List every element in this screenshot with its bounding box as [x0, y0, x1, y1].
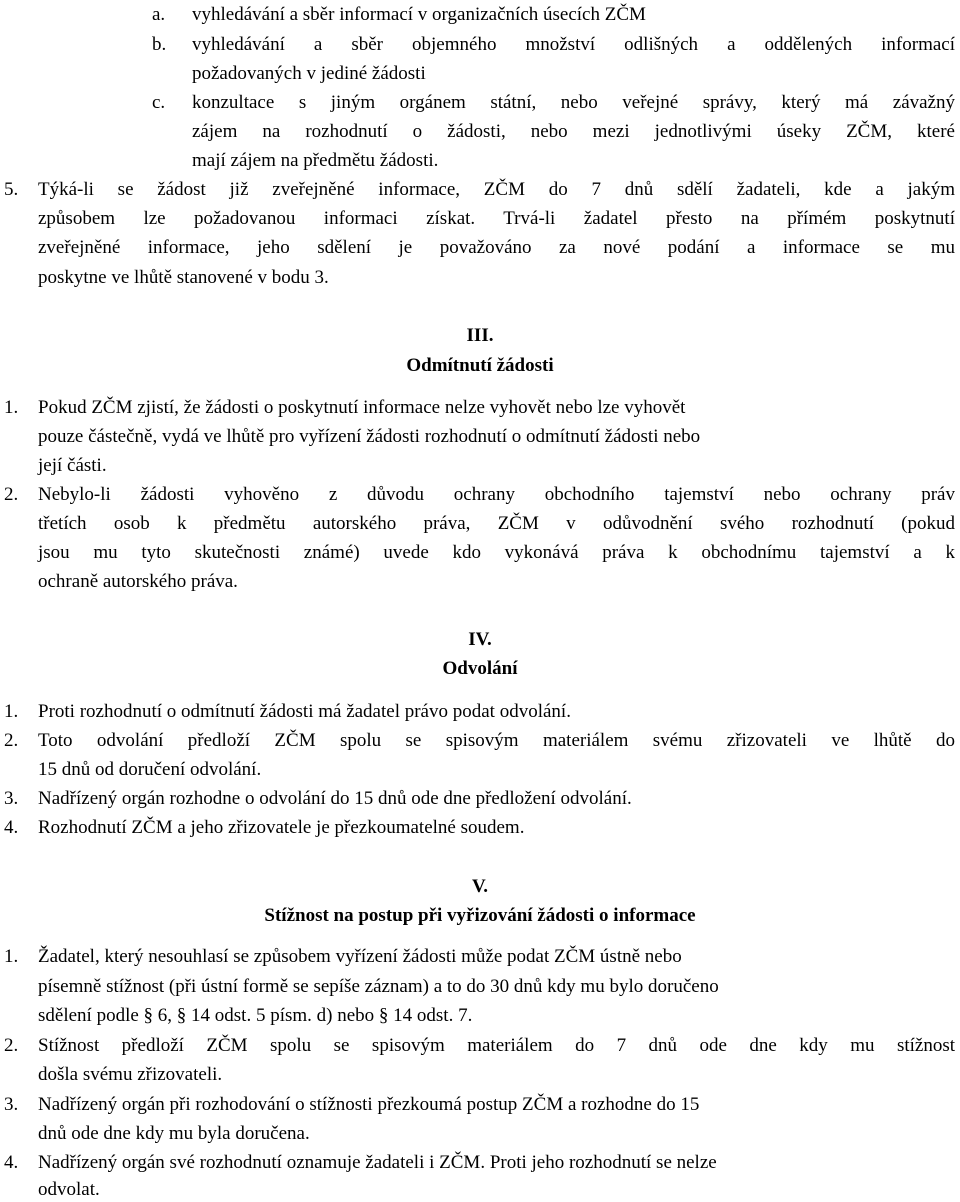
section-V-item-3-line: dnů ode dne kdy mu byla doručena.: [38, 1123, 310, 1144]
section-V-item-4-line: odvolat.: [38, 1179, 100, 1200]
section-IV-item-1-marker: 1.: [4, 701, 19, 722]
item-5-line: zveřejněné informace, jeho sdělení je považováno za nové podání a informace se mu: [38, 237, 955, 258]
section-V-item-2-marker: 2.: [4, 1035, 19, 1056]
section-III-item-1-line: pouze částečně, vydá ve lhůtě pro vyřízení žádosti rozhodnutí o odmítnutí žádosti nebo: [38, 426, 701, 447]
section-III-item-2-line: třetích osob k předmětu autorského práva, ZČM v odůvodnění svého rozhodnutí (pokud: [38, 513, 955, 534]
section-III-number: III.: [466, 325, 494, 346]
section-III-item-2-marker: 2.: [4, 484, 19, 505]
section-IV-item-2-line: Toto odvolání předloží ZČM spolu se spisovým materiálem svému zřizovateli ve lhůtě do: [38, 730, 955, 751]
section-V-item-2-line: Stížnost předloží ZČM spolu se spisovým materiálem do 7 dnů ode dne kdy mu stížnost: [38, 1035, 955, 1056]
sub-item-a-line: vyhledávání a sběr informací v organizačních úsecích ZČM: [192, 4, 646, 25]
section-III-item-1-line: její části.: [38, 455, 107, 476]
sub-item-c-line: mají zájem na předmětu žádosti.: [192, 150, 439, 171]
section-IV-item-1-line: Proti rozhodnutí o odmítnutí žádosti má žadatel právo podat odvolání.: [38, 701, 571, 722]
section-V-item-1-line: písemně stížnost (při ústní formě se sepíše záznam) a to do 30 dnů kdy mu bylo doručeno: [38, 976, 719, 997]
sub-item-marker-b: b.: [152, 34, 167, 55]
sub-item-c-line: konzultace s jiným orgánem státní, nebo veřejné správy, který má závažný: [192, 92, 955, 113]
section-IV-item-2-marker: 2.: [4, 730, 19, 751]
sub-item-marker-c: c.: [152, 92, 166, 113]
section-IV-title: Odvolání: [442, 658, 518, 679]
sub-item-b-line: požadovaných v jediné žádosti: [192, 63, 426, 84]
section-V-number: V.: [471, 876, 489, 897]
section-IV-item-4-marker: 4.: [4, 817, 19, 838]
item-5-marker: 5.: [4, 179, 19, 200]
section-III-item-2-line: Nebylo-li žádosti vyhověno z důvodu ochrany obchodního tajemství nebo ochrany práv: [38, 484, 955, 505]
section-IV-item-3-marker: 3.: [4, 788, 19, 809]
sub-item-marker-a: a.: [152, 4, 166, 25]
item-5-line: způsobem lze požadovanou informaci získat. Trvá-li žadatel přesto na přímém poskytnutí: [38, 208, 955, 229]
section-V-item-3-marker: 3.: [4, 1094, 19, 1115]
section-III-item-2-line: jsou mu tyto skutečnosti známé) uvede kdo vykonává práva k obchodnímu tajemství a k: [38, 542, 955, 563]
section-IV-number: IV.: [468, 629, 492, 650]
item-5-line: poskytne ve lhůtě stanovené v bodu 3.: [38, 267, 329, 288]
section-III-title: Odmítnutí žádosti: [406, 355, 554, 376]
section-IV-item-2-line: 15 dnů od doručení odvolání.: [38, 759, 262, 780]
section-V-item-1-marker: 1.: [4, 946, 19, 967]
section-III-item-1-marker: 1.: [4, 397, 19, 418]
section-V-item-2-line: došla svému zřizovateli.: [38, 1064, 223, 1085]
section-V-item-1-line: Žadatel, který nesouhlasí se způsobem vyřízení žádosti může podat ZČM ústně nebo: [38, 946, 682, 967]
section-V-item-3-line: Nadřízený orgán při rozhodování o stížnosti přezkoumá postup ZČM a rozhodne do 15: [38, 1094, 700, 1115]
section-V-title: Stížnost na postup při vyřizování žádosti o informace: [264, 905, 696, 926]
section-III-item-1-line: Pokud ZČM zjistí, že žádosti o poskytnutí informace nelze vyhovět nebo lze vyhovět: [38, 397, 686, 418]
section-V-item-1-line: sdělení podle § 6, § 14 odst. 5 písm. d) nebo § 14 odst. 7.: [38, 1005, 473, 1026]
section-IV-item-4-line: Rozhodnutí ZČM a jeho zřizovatele je přezkoumatelné soudem.: [38, 817, 525, 838]
sub-item-c-line: zájem na rozhodnutí o žádosti, nebo mezi jednotlivými úseky ZČM, které: [192, 121, 955, 142]
sub-item-b-line: vyhledávání a sběr objemného množství odlišných a oddělených informací: [192, 34, 955, 55]
section-III-item-2-line: ochraně autorského práva.: [38, 571, 238, 592]
item-5-line: Týká-li se žádost již zveřejněné informace, ZČM do 7 dnů sdělí žadateli, kde a jakým: [38, 179, 955, 200]
section-V-item-4-line: Nadřízený orgán své rozhodnutí oznamuje žadateli i ZČM. Proti jeho rozhodnutí se nelze: [38, 1152, 717, 1173]
section-V-item-4-marker: 4.: [4, 1152, 19, 1173]
section-IV-item-3-line: Nadřízený orgán rozhodne o odvolání do 15 dnů ode dne předložení odvolání.: [38, 788, 632, 809]
